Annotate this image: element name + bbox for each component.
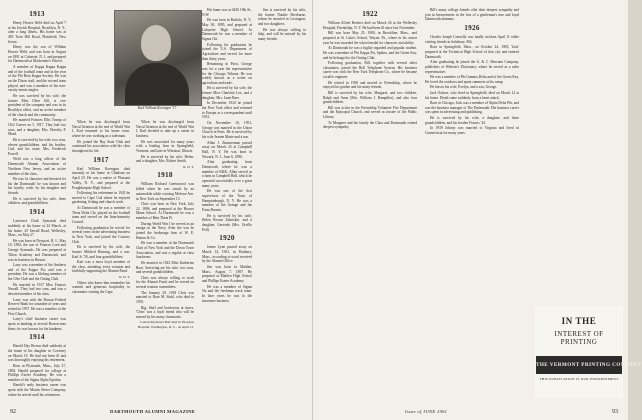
- ad-brand-banner: THE VERMONT PRINTING COMPANY: [536, 356, 622, 374]
- obituary-paragraph: Following his retirement in 1945 he moved to Cape Cod where he enjoyed gardening, fishing and church work.: [72, 191, 130, 205]
- obituary-paragraph: Jim is survived by his wife, the former Natalie Sherburne, whom he married in Lexington, and two daughters.: [258, 8, 306, 27]
- signature-line: R. D. T.: [119, 274, 130, 279]
- right-page-column-1: [323, 8, 417, 394]
- obituary-paragraph: He was associated for many years with a leading firm in Springfield, Vermont, and later in Wheaton, Illinois.: [136, 139, 194, 154]
- class-year-heading: 1913: [29, 10, 45, 18]
- obituary-paragraph: William Alfred Herbert died on March 26 at the Wellesley Hospital, Friendship, N. Y. He had been ill since last November.: [323, 21, 417, 30]
- right-page-column-2: [425, 8, 519, 394]
- obituary-paragraph: Harold Day Brown died suddenly at the home of his daughter in Coventry on March 19. He had not been ill and was thoroughly enjoying his retirement.: [8, 344, 66, 363]
- obituary-paragraph: After graduating from Dartmouth, where he was a member of KKK, Allan served as a farm in Campbell Hall, which he operated successfully over a great many years.: [202, 160, 252, 188]
- page-number-right: 93: [612, 409, 618, 415]
- obituary-paragraph: Lawrence Clark Symonds died suddenly at his home at 24 March, at his home, 45 Sewall Road, Wellesley, Mass., on May 27.: [8, 219, 66, 238]
- obituary-paragraph: When he was discharged from Naval Aviation at the end of World War I, Karl returned to his home town, where he was working as a salesman.: [72, 120, 130, 139]
- obituary-paragraph: Born in Chicago, Jack was a member of Alpha Delta Phi, and was the business manager of The Dartmouth. His business career was spent in advertising and publishing.: [425, 101, 519, 115]
- obituary-paragraph: He was survived by his wife, the former Miss Olive Gill, is vice president of the company and was in its Brooklyn office, and an active member of the church and the community.: [8, 93, 66, 117]
- obituary-paragraph: Larry was a member of the Amherst and of the Kappa Psi, and was a president. He was a lifelong member of the Glee Club and the Outing Club.: [8, 263, 66, 282]
- obituary-paragraph: James Lynn passed away on March 14, 1961, in Danbury, Mass., according to word received by the Alumni Office.: [202, 245, 252, 264]
- obituary-paragraph: Larry's chief business career was spent in banking at several Boston-area firms; he was known for his kindness.: [8, 317, 66, 331]
- obituary-paragraph: Following his graduation he joined the U.S. Department of Agriculture and served for more than thirty years.: [202, 42, 252, 61]
- left-page-column-2: [72, 120, 130, 394]
- right-page: [313, 0, 642, 420]
- left-page: [0, 0, 313, 420]
- obituary-paragraph: On November 10, 1951, George was married in the Union Church in Paris. He is survived by his wife Jeanne Marie and a son.: [202, 120, 252, 140]
- ad-tagline: THIS PUBLICATION IS OUR ENDORSEMENT: [539, 377, 619, 381]
- obituary-paragraph: He was always willing to help, and will be missed by his many friends.: [258, 27, 306, 42]
- obituary-paragraph: Henry Howes Weld died on April 7 at his Jewish Hospital, Brooklyn, N. Y., after a long illness. His home was at 483 Twin Hill Road, Plainfield, New Jersey.: [8, 21, 66, 44]
- obituary-paragraph: At Dartmouth he was a highly regarded and popular student. He was a member of Phi Kappa Psi, Sphinx, and the Green Key, and he belonged to the Outing Club.: [323, 46, 417, 60]
- obituary-paragraph: His home was at 4436 19th St., N.W.: [202, 8, 252, 17]
- obituary-paragraph: At Dartmouth he was a member of Theta Delta Chi, played on the football team and served on the Interfraternity Council.: [72, 205, 130, 225]
- obituary-paragraph: When he was discharged from Naval Aviation at the end of World War I, Karl decided to take up a career in business.: [136, 120, 194, 139]
- printing-advertisement: [535, 306, 642, 398]
- obituary-paragraph: Henry was the son of William Howes Weld, and was born in August on 1891 at Cohasset, N. J. and prepared for Dartmouth at Mackenzie's School.: [8, 45, 66, 64]
- class-year-heading: 1920: [219, 234, 235, 243]
- obituary-paragraph: Bill was born May 25, 1900, in Brookline, Mass., and prepared at St. Luke's School, Wayne, Pa., where in his senior year he was awarded the school medal for character and ability.: [323, 31, 417, 45]
- obituary-paragraph: He is survived by his wife, Helen Brown Zabriskie, and a daughter, Gertrude (Mrs. Orville Pell).: [202, 213, 252, 232]
- obituary-paragraph: He married in 1922 Miss Katherine Root. Surviving are his wife, two sons, and several grandchildren.: [136, 260, 194, 275]
- obituary-paragraph: He married in 1917 Miss Frances Newall. They had two sons, and was a devoted member of his class.: [8, 282, 66, 297]
- obituary-paragraph: Allan J. Zimmerman passed away on March 23 at Campbell Hall, N. Y. He was born in Newark, N. J., June 6, 1896.: [202, 140, 252, 159]
- obituary-paragraph: During World War I he served as an ensign in the Navy. After the war he joined the brokerage firm of W. E. Hutton & Co.: [136, 221, 194, 240]
- obituary-paragraph: Bill's many college friends offer their deepest sympathy and join in bereavement in the loss of a gentleman's true and loyal Dartmouth alumnus.: [425, 8, 519, 22]
- portrait-head: [141, 25, 171, 61]
- portrait-photo: [114, 10, 202, 106]
- obituary-paragraph: He joined the Bay State Club and continued his association with his class throughout his life.: [72, 139, 130, 154]
- obituary-paragraph: Bill is survived by his wife, Margaret, and two children, Ralph and Anne (Mrs. William J. Rampiller), and also four grandchildren.: [323, 90, 417, 105]
- signature-line: R. D. T.: [183, 164, 194, 169]
- footer-magazine-title: DARTMOUTH ALUMNI MAGAZINE: [110, 409, 196, 414]
- page-number-left: 92: [10, 409, 16, 415]
- obituary-paragraph: Karl was a most loyal member of the class, attending every reunion and faithfully supporting the Alumni Fund.: [72, 260, 130, 274]
- obituary-paragraph: Remaining in Paris, George was for a year the representative for the Chicago Tribune. He was widely known as a writer on agriculture and trade.: [202, 62, 252, 85]
- obituary-paragraph: He was born in Buffalo, N. Y., May 30, 1895, and prepared at Lafayette High School. At Dartmouth he was a member of Sigma Chi.: [202, 18, 252, 42]
- class-year-heading: 1922: [362, 10, 378, 18]
- signature-line: Conrad Raymond Hall died in Thornton Hospital, Washington, D. C., on April 12.: [137, 320, 194, 330]
- left-page-column-4: [202, 8, 252, 394]
- class-year-heading: 1917: [93, 155, 109, 164]
- obituary-paragraph: He married Frances Ellis Trump of Cliff Graves on 5, 1917. They had two sons, and a daughter, Mrs. Dorothy P. Mead.: [8, 118, 66, 137]
- obituary-paragraph: He is survived by his wife, Helen, and a daughter, Mrs. Robert Smith.: [136, 154, 194, 164]
- footer-issue-date: Issue of JUNE 1961: [405, 409, 448, 414]
- obituary-paragraph: He was one of the first supervisors of the Town of Hamptonburgh, N. Y. He was a member of the Grange and the Farm Bureau.: [202, 189, 252, 212]
- obituary-paragraph: To Margaret and the family the Class and Dartmouth extend deepest sympathy.: [323, 120, 417, 130]
- left-page-column-1: [8, 8, 67, 397]
- obituary-paragraph: Karl William Koenigen died instantly at his home in Chatham on April 23. He was a native of Pleasant Valley, N. Y., and prepared at the Poughkeepsie High School.: [72, 166, 130, 190]
- obituary-paragraph: The January 29, 1918 Chris was married to Rose M. Stahl, who died in 1955.: [136, 290, 194, 305]
- obituary-paragraph: He was a member of the Dartmouth Club of New York and the Down Town Association, and was a regular at class luncheons.: [136, 241, 194, 260]
- ad-headline: IN THE: [561, 316, 597, 326]
- class-year-heading: 1914: [29, 208, 45, 217]
- class-year-heading: 1918: [157, 171, 173, 180]
- obituary-paragraph: Chris was always willing to work for the Alumni Fund, and he served on several reunion committees.: [136, 275, 194, 290]
- obituary-paragraph: Harold's early business career was spent with the Martin Stever Company, where he served until his retirement.: [8, 383, 66, 397]
- obituary-paragraph: Weld was a long officer of the Dartmouth Alumni Association of Northern New Jersey, and an active member of the class.: [8, 157, 66, 176]
- obituary-paragraph: In 1939 Johnny was married to Virginia and lived in Connecticut for many years.: [425, 126, 519, 135]
- obituary-paragraph: He is survived by his wife, the former Miss Charlotte Lee, and a daughter, Mrs. Janet Baer.: [202, 86, 252, 100]
- class-year-heading: 1914: [29, 333, 45, 342]
- obituary-paragraph: He was a member of Phi Gamma Delta and of the Green Key. He loved the outdoors and spent summers at his camp.: [425, 75, 519, 84]
- obituary-paragraph: After graduating he joined the G. & C. Merriam Company, publishers of Webster's Dictionary, where he served as a sales representative.: [425, 60, 519, 74]
- obituary-paragraph: He is survived by his wife, the former Mildred Hartung, and a son, Karl Jr. '50, and four grandchildren.: [72, 245, 130, 259]
- obituary-paragraph: Bill was active in the Friendship Volunteer Fire Department and the Episcopal Church, and served as trustee of the Public Library.: [323, 105, 417, 120]
- obituary-paragraph: Chris was born in New York, July 22, 1896, and prepared at the Horace Mann School. At Dartmouth he was a member of Beta Theta Pi.: [136, 202, 194, 221]
- obituary-paragraph: He leaves his wife, Evelyn, and a son, George.: [430, 85, 497, 90]
- photo-caption: Karl William Koenigen '17: [137, 106, 177, 110]
- obituary-paragraph: He is survived by his wife, two sons, eleven grandchildren, and his brother, Carl, and his sister, Mrs. Frederick Powell.: [8, 137, 67, 156]
- obituary-paragraph: Following graduation, Bill, together with several other classmates, joined the Bell Telephone System. His business career was with the New York Telephone Co., where he became a traffic engineer.: [323, 61, 417, 80]
- left-page-column-5: [258, 8, 306, 394]
- left-page-column-3: [136, 120, 194, 394]
- obituary-paragraph: He is survived by his wife, a daughter, and three grandchildren, and his brother Francis '24.: [425, 115, 519, 125]
- obituary-paragraph: Larry was with the Boston Federal Reserve Bank for a number of years and retired in 1957. He was a member of the First Church.: [8, 297, 66, 316]
- obituary-paragraph: Following graduation he served for several years in the advertising business in New York, and joined the Country Club.: [72, 225, 130, 244]
- obituary-paragraph: A member of Kappa Kappa Kappa and of the football team and in the year of the Phi Beta Kappa Society. He was on the Dixon staff, and the second team played, and was a member of the non-varsity tennis singles.: [8, 64, 66, 93]
- obituary-paragraph: In December 1924 he joined the New York office and returned to Europe as a correspondent until 1931.: [202, 101, 252, 120]
- portrait-shoulders: [125, 63, 189, 105]
- ad-subheadline: INTEREST OF PRINTING: [554, 330, 604, 346]
- obituary-paragraph: He was born in Newport, R. I., May 10, 1892, the son of Frances Lord and George Symonds. He was prepared at Tilton Academy and Dartmouth, and was in business in Boston.: [8, 238, 66, 262]
- obituary-paragraph: He is survived by his wife, three children, and grandchildren.: [8, 196, 66, 206]
- obituary-paragraph: Charles Joseph Connolly was fatally stricken April 11 while visiting friends in Salisbury, Md.: [425, 35, 519, 44]
- class-year-heading: 1926: [464, 24, 480, 33]
- obituary-paragraph: Born in Springfield, Mass., on October 24, 1903, 'Jack' prepared at the Technical High School of that city and entered Dartmouth.: [425, 45, 519, 59]
- obituary-paragraph: Jack Osborn, who lived in Springfield, died on March 12 at his home. Death came suddenly from a heart attack.: [425, 90, 519, 100]
- obituary-paragraph: Big, bluff and boisterous at times, 'Chris' was a loyal friend who will be missed by his many classmates.: [136, 305, 194, 319]
- obituary-paragraph: Born in Plymouth, Mass., July 27, 1892, Harold prepared for college at Phillips Exeter Academy. He was a member of the Sigma Alpha Epsilon.: [8, 363, 66, 382]
- obituary-paragraph: Jim was born in Malden, Mass., August 7, 1897. He prepared at Malden High School and Phillips Exeter Academy.: [202, 264, 252, 284]
- obituary-paragraph: Others who knew him remember his warmth and generous hospitality to classmates visiting the Cape.: [72, 280, 130, 295]
- obituary-paragraph: William Richard Greenwood was killed when he was struck by an automobile while crossing Melrose Ave. in New York on September 15.: [136, 182, 194, 201]
- obituary-paragraph: He retired in 1958 and moved to Friendship, where he enjoyed his garden and his many friends.: [323, 80, 417, 90]
- obituary-paragraph: He was 'in character and devoted for his the Dartmouth' he was known and his loyalty, wide, by his daughter and friends.: [8, 177, 66, 196]
- obituary-paragraph: He was a member of Sigma Nu and the freshman track team. In later years he was in the insurance business.: [202, 284, 252, 303]
